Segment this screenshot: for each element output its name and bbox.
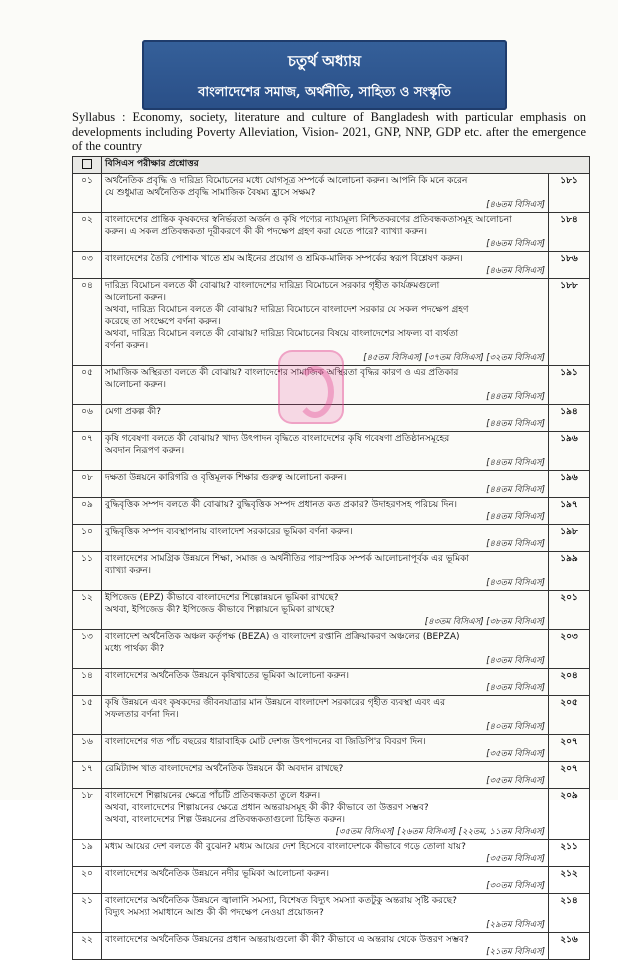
page-number: ১৯৬ [549, 432, 590, 471]
question-number: ১০ [73, 525, 102, 552]
question-line: বর্ণনা করুন। [105, 341, 149, 351]
question-line: দক্ষতা উন্নয়নে কারিগরি ও বৃত্তিমূলক শিক্ষার গুরুত্ব আলোচনা করুন। [105, 473, 347, 483]
page-number: ১৯৭ [549, 498, 590, 525]
question-line: যে শুধুমাত্র অর্থনৈতিক প্রবৃদ্ধি সামাজিক বৈষম্য হ্রাসে সক্ষম? [105, 188, 316, 198]
chapter-heading: চতুর্থ অধ্যায় [287, 52, 362, 70]
table-header-label: বিসিএস পরীক্ষার প্রশ্নোত্তর [102, 157, 590, 174]
exam-reference: [৪০তম বিসিএস] [486, 722, 545, 732]
table-row [73, 894, 590, 933]
question-cell [102, 252, 549, 279]
exam-reference: [৪৪তম বিসিএস] [486, 392, 545, 402]
question-line: বাংলাদেশের সামগ্রিক উন্নয়নে শিক্ষা, সমাজ ও অর্থনীতির পারস্পরিক সম্পর্ক আলোচনাপূর্বক এর ভূমিকা [105, 554, 470, 564]
table-header-row [73, 157, 590, 174]
question-number: ১৪ [73, 669, 102, 696]
exam-reference: [৩৫তম বিসিএস] [486, 776, 545, 786]
question-number: ২১ [73, 894, 102, 933]
table-row [73, 552, 590, 591]
table-row [73, 213, 590, 252]
page-number: ১৯৮ [549, 525, 590, 552]
table-row [73, 735, 590, 762]
exam-reference: [৩৫তম বিসিএস] [486, 854, 545, 864]
table-row [73, 432, 590, 471]
table-row [73, 252, 590, 279]
question-line: মধ্যে পার্থক্য কী? [105, 644, 165, 654]
table-row [73, 840, 590, 867]
question-number: ১৯ [73, 840, 102, 867]
question-cell [102, 933, 549, 960]
question-number: ০৪ [73, 279, 102, 366]
question-number: ১৫ [73, 696, 102, 735]
exam-reference: [৩৫তম বিসিএস] [২৬তম বিসিএস] [২২তম, ১১তম বিসিএস] [335, 827, 545, 837]
question-line: দারিদ্র্য বিমোচন বলতে কী বোঝায়? বাংলাদেশের দারিদ্র্য বিমোচনে সরকার গৃহীত কার্যক্রমগুলো [105, 281, 440, 291]
page-number: ২০৯ [549, 789, 590, 840]
page-number: ২১৪ [549, 894, 590, 933]
question-line: সামাজিক অস্থিরতা বলতে কী বোঝায়? বাংলাদেশের সামাজিক অস্থিরতা বৃদ্ধির কারণ ও এর প্রতিকার [105, 368, 459, 378]
question-line: অথবা, ইপিজেড কী? ইপিজেড কীভাবে শিল্পায়নে ভূমিকা রাখছে? [105, 605, 335, 615]
page-number: ১৯১ [549, 366, 590, 405]
table-row [73, 933, 590, 960]
exam-reference: [৩০তম বিসিএস] [486, 881, 545, 891]
question-cell [102, 174, 549, 213]
question-line: মেগা প্রকল্প কী? [105, 407, 161, 417]
question-cell [102, 894, 549, 933]
publisher-logo-watermark [278, 350, 344, 424]
table-row [73, 471, 590, 498]
question-line: কৃষি গবেষণা বলতে কী বোঝায়? খাদ্য উৎপাদন বৃদ্ধিতে বাংলাদেশের কৃষি গবেষণা প্রতিষ্ঠানসমূহের [105, 434, 450, 444]
exam-reference: [৪৩তম বিসিএস] [486, 578, 545, 588]
exam-reference: [৪৬তম বিসিএস] [486, 239, 545, 249]
question-line: বাংলাদেশের অর্থনৈতিক উন্নয়নে জ্বালানি সমস্যা, বিশেষত বিদ্যুৎ সমস্যা কতটুকু অন্তরায় সৃষ্টি করছে? [105, 896, 457, 906]
question-line: মধ্যম আয়ের দেশ বলতে কী বুঝেন? মধ্যম আয়ের দেশ হিসেবে বাংলাদেশকে কীভাবে গড়ে তোলা যায়? [105, 842, 466, 852]
table-row [73, 630, 590, 669]
question-line: রেমিট্যান্স খাত বাংলাদেশের অর্থনৈতিক উন্নয়নে কী অবদান রাখছে? [105, 764, 344, 774]
question-cell [102, 213, 549, 252]
question-line: বাংলাদেশের অর্থনৈতিক উন্নয়নে নদীর ভূমিকা আলোচনা করুন। [105, 869, 329, 879]
question-number: ০৫ [73, 366, 102, 405]
exam-reference: [৪৩তম বিসিএস] [৩৮তম বিসিএস] [424, 617, 545, 627]
page-number: ১৮১ [549, 174, 590, 213]
chapter-title: বাংলাদেশের সমাজ, অর্থনীতি, সাহিত্য ও সংস্কৃতি [198, 85, 451, 100]
question-cell [102, 867, 549, 894]
question-line: বিদ্যুৎ সমস্যা সমাধানে আশু কী কী পদক্ষেপ নেওয়া প্রয়োজন? [105, 908, 324, 918]
question-cell [102, 498, 549, 525]
exam-reference: [৪৪তম বিসিএস] [486, 458, 545, 468]
question-number: ১৭ [73, 762, 102, 789]
question-line: অথবা, বাংলাদেশের শিল্প উন্নয়নের প্রতিবন্ধকতাগুলো চিহ্নিত করুন। [105, 815, 346, 825]
page-number: ২০৭ [549, 735, 590, 762]
question-line: বাংলাদেশের গত পাঁচ বছরের ধারাবাহিক মোট দেশজ উৎপাদনের বা জিডিপি'র বিবরণ দিন। [105, 737, 426, 747]
checkbox-icon [82, 159, 92, 169]
page-number: ২০৩ [549, 630, 590, 669]
question-line: বাংলাদেশ অর্থনৈতিক অঞ্চল কর্তৃপক্ষ (BEZA) ও বাংলাদেশ রপ্তানি প্রক্রিয়াকরণ অঞ্চলের (BEPZA) [105, 632, 460, 642]
exam-reference: [৪৪তম বিসিএস] [486, 419, 545, 429]
question-number: ০৩ [73, 252, 102, 279]
table-row [73, 762, 590, 789]
question-number: ১৮ [73, 789, 102, 840]
question-line: অথবা, দারিদ্র্য বিমোচন বলতে কী বোঝায়? দারিদ্র্য বিমোচনে বাংলাদেশ সরকার যে সকল পদক্ষেপ গ্রহণ [105, 305, 469, 315]
exam-reference: [৪৬তম বিসিএস] [486, 266, 545, 276]
question-cell [102, 762, 549, 789]
question-line: বুদ্ধিবৃত্তিক সম্পদ বলতে কী বোঝায়? বুদ্ধিবৃত্তিক সম্পদ প্রধানত কত প্রকার? উদাহরণসহ পরিচয় দিন। [105, 500, 457, 510]
exam-reference: [৪৩তম বিসিএস] [486, 656, 545, 666]
exam-reference: [৪৫তম বিসিএস] [৩৭তম বিসিএস] [৩২তম বিসিএস] [363, 353, 545, 363]
question-line: ব্যাখ্যা করুন। [105, 566, 152, 576]
question-line: করুন। এ সকল প্রতিবন্ধকতা দূরীকরণে কী কী পদক্ষেপ গ্রহণ করা যেতে পারে? ব্যাখ্যা করুন। [105, 227, 427, 237]
chapter-banner [142, 40, 507, 110]
table-header-checkbox-cell [73, 157, 102, 174]
question-line: করেছে তা সংক্ষেপে বর্ণনা করুন। [105, 317, 221, 327]
page-number: ২১১ [549, 840, 590, 867]
exam-reference: [৪৪তম বিসিএস] [486, 512, 545, 522]
question-line: বাংলাদেশের অর্থনৈতিক উন্নয়নের প্রধান অন্তরায়গুলো কী কী? কীভাবে এ অন্তরায় থেকে উত্তরণ সম্ভব? [105, 935, 469, 945]
question-number: ১২ [73, 591, 102, 630]
question-line: অবদান নিরূপণ করুন। [105, 446, 185, 456]
page-number: ১৮৮ [549, 279, 590, 366]
exam-reference: [৪৪তম বিসিএস] [486, 485, 545, 495]
question-cell [102, 432, 549, 471]
exam-reference: [২১তম বিসিএস] [486, 947, 545, 957]
page-number: ২০৭ [549, 762, 590, 789]
table-row [73, 498, 590, 525]
question-number: ০৭ [73, 432, 102, 471]
syllabus-text: Syllabus : Economy, society, literature and culture of Bangladesh with particular emphasis on developments including Poverty Alleviation, Vision- 2021, GNP, NNP, GDP etc. after the emergence of the country [72, 110, 586, 153]
question-number: ০১ [73, 174, 102, 213]
page-number: ১৯৯ [549, 552, 590, 591]
table-row [73, 867, 590, 894]
page-number: ১৯৬ [549, 471, 590, 498]
question-line: অথবা, বাংলাদেশের শিল্পায়নের ক্ষেত্রে প্রধান অন্তরায়সমূহ কী কী? কীভাবে তা উত্তরণ সম্ভব? [105, 803, 429, 813]
question-line: বাংলাদেশের তৈরি পোশাক খাতে শ্রম আইনের প্রয়োগ ও শ্রমিক-মালিক সম্পর্কের স্বরূপ বিশ্লেষণ করুন। [105, 254, 463, 264]
question-number: ০৬ [73, 405, 102, 432]
question-cell [102, 789, 549, 840]
question-cell [102, 735, 549, 762]
question-line: বুদ্ধিবৃত্তিক সম্পদ ব্যবস্থাপনায় বাংলাদেশ সরকারের ভূমিকা বর্ণনা করুন। [105, 527, 353, 537]
question-cell [102, 669, 549, 696]
question-number: ০২ [73, 213, 102, 252]
table-row [73, 525, 590, 552]
exam-reference: [২৯তম বিসিএস] [486, 920, 545, 930]
page-number: ২০৫ [549, 696, 590, 735]
table-row [73, 669, 590, 696]
question-cell [102, 552, 549, 591]
exam-reference: [৪৬তম বিসিএস] [486, 200, 545, 210]
page-number: ২০৪ [549, 669, 590, 696]
question-line: অর্থনৈতিক প্রবৃদ্ধি ও দারিদ্র্য বিমোচনের মধ্যে যোগসূত্র সম্পর্কে আলোচনা করুন। আপনি কি মনে করেন [105, 176, 468, 186]
table-row [73, 591, 590, 630]
page-number: ১৮৬ [549, 252, 590, 279]
question-number: ২২ [73, 933, 102, 960]
page-number: ১৮৪ [549, 213, 590, 252]
exam-reference: [৪৪তম বিসিএস] [486, 539, 545, 549]
question-cell [102, 840, 549, 867]
question-cell [102, 696, 549, 735]
page-number: ১৯৪ [549, 405, 590, 432]
question-cell [102, 471, 549, 498]
table-row [73, 789, 590, 840]
question-line: আলোচনা করুন। [105, 380, 166, 390]
table-row [73, 696, 590, 735]
question-line: সফলতার বর্ণনা দিন। [105, 710, 179, 720]
question-number: ২০ [73, 867, 102, 894]
question-line: বাংলাদেশের অর্থনৈতিক উন্নয়নে কৃষিখাতের ভূমিকা আলোচনা করুন। [105, 671, 349, 681]
question-line: ইপিজেড (EPZ) কীভাবে বাংলাদেশের শিল্পোন্নয়নে ভূমিকা রাখছে? [105, 593, 339, 603]
question-line: বাংলাদেশে শিল্পায়নের ক্ষেত্রে পাঁচটি প্রতিবন্ধকতা তুলে ধরুন। [105, 791, 321, 801]
question-number: ০৯ [73, 498, 102, 525]
question-number: ১৩ [73, 630, 102, 669]
question-table [72, 156, 590, 960]
exam-reference: [৪৩তম বিসিএস] [486, 683, 545, 693]
page-number: ২১২ [549, 867, 590, 894]
page-number: ২০১ [549, 591, 590, 630]
question-number: ১৬ [73, 735, 102, 762]
question-line: আলোচনা করুন। [105, 293, 166, 303]
question-cell [102, 591, 549, 630]
table-row [73, 174, 590, 213]
page-number: ২১৬ [549, 933, 590, 960]
question-line: অথবা, দারিদ্র্য বিমোচন বলতে কী বোঝায়? দারিদ্র্য বিমোচনের বিষয়ে বাংলাদেশের সাফল্য বা ব্যর্থতা [105, 329, 459, 339]
question-line: কৃষি উন্নয়নে এবং কৃষকদের জীবনযাত্রার মান উন্নয়নে বাংলাদেশ সরকারের গৃহীত ব্যবস্থা এবং এর [105, 698, 446, 708]
question-cell [102, 630, 549, 669]
exam-reference: [৩৫তম বিসিএস] [486, 749, 545, 759]
question-number: ১১ [73, 552, 102, 591]
question-line: বাংলাদেশের প্রান্তিক কৃষকদের স্বনির্ভরতা অর্জন ও কৃষি পণ্যের ন্যায্যমূল্য নিশ্চিতকরণের প্রতিবন্ধকতাসমূহ আলোচনা [105, 215, 512, 225]
question-cell [102, 525, 549, 552]
question-number: ০৮ [73, 471, 102, 498]
